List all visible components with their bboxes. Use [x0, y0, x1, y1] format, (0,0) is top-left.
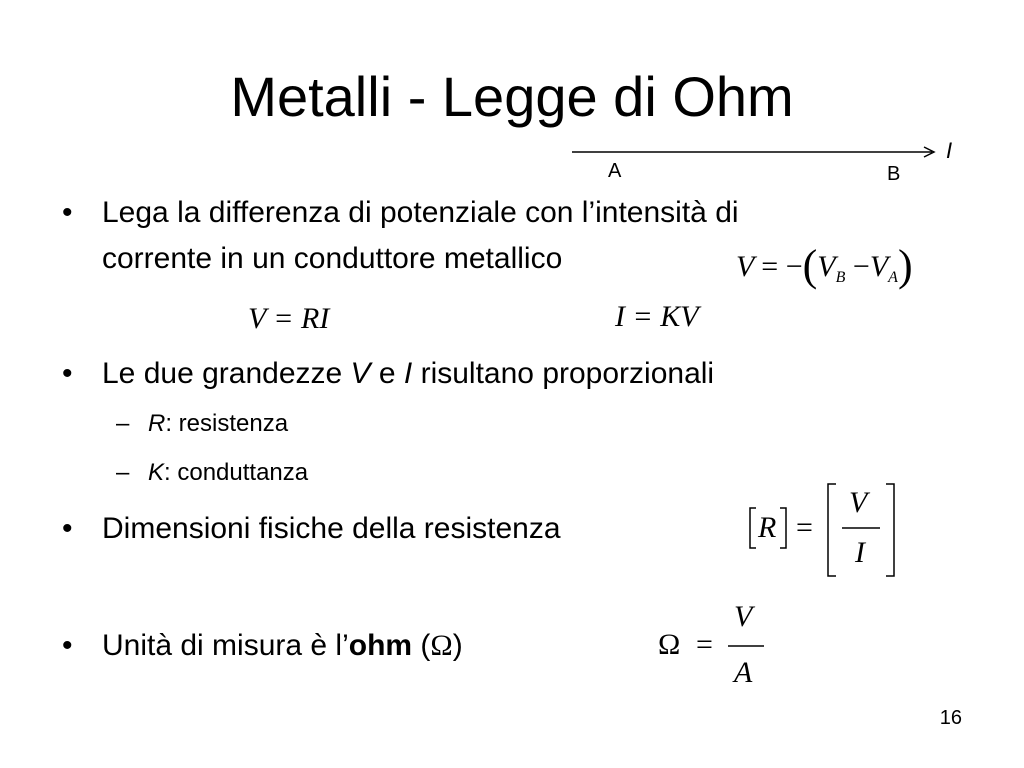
- unit-eq: =: [696, 628, 713, 661]
- unit-lhs: Ω: [658, 628, 681, 661]
- bullet-dot: •: [62, 357, 73, 390]
- bullet-2-text-before: Le due grandezze: [102, 357, 351, 390]
- sub-bullet-dash: –: [116, 459, 130, 486]
- formula-eq: = −: [761, 250, 803, 283]
- ohm-bold: ohm: [348, 629, 413, 662]
- sub-bullet-dash: –: [116, 410, 130, 437]
- formula-lhs: V: [736, 250, 754, 283]
- bullet-2: [62, 351, 982, 397]
- sub-bullet-resistance: [116, 410, 516, 442]
- bullet-2-text-after: risultano proporzionali: [412, 357, 715, 390]
- bullet-1-line-2: corrente in un conduttore metallico: [102, 242, 563, 275]
- potential-difference-formula: [736, 240, 913, 291]
- dimension-num: V: [849, 486, 868, 519]
- dimension-den: I: [855, 536, 865, 569]
- sub-bullet-conductance-text: : conduttanza: [164, 459, 309, 486]
- unit-num: V: [734, 600, 753, 633]
- var-v: V: [350, 357, 371, 390]
- bullet-dot: •: [62, 512, 73, 545]
- var-i: I: [403, 357, 413, 390]
- bullet-1-line-1: Lega la differenza di potenziale con l’intensità di: [102, 196, 739, 229]
- formula-vb: V: [817, 250, 836, 283]
- dimension-eq: =: [796, 511, 813, 544]
- bullet-2-text-mid: e: [370, 357, 404, 390]
- bullet-4-text: Unità di misura è l’: [102, 629, 349, 662]
- unit-den: A: [734, 656, 753, 689]
- sub-bullet-conductance: [116, 459, 516, 491]
- point-a-label: A: [608, 160, 622, 182]
- sub-bullet-resistance-text: : resistenza: [165, 410, 289, 437]
- bullet-2-text: [102, 351, 714, 397]
- formula-va-sub: A: [888, 269, 898, 286]
- close-paren: ): [897, 241, 913, 290]
- point-b-label: B: [887, 163, 901, 185]
- formula-minus: −: [852, 250, 870, 283]
- unit-fraction-bar: [728, 644, 768, 648]
- bullet-4-close: ): [452, 629, 463, 662]
- conductance-formula: I = KV: [615, 300, 699, 333]
- bullet-4-open: (: [412, 629, 431, 662]
- dimension-formula: [744, 480, 904, 580]
- unit-formula: [656, 600, 776, 696]
- formula-vb-sub: B: [835, 269, 846, 286]
- omega-symbol: Ω: [430, 629, 453, 662]
- open-paren: (: [802, 241, 818, 290]
- bullet-dot: •: [62, 196, 73, 229]
- ohm-law-formula: V = RI: [248, 302, 330, 335]
- dimension-lhs: R: [758, 511, 777, 544]
- symbol-k: K: [148, 459, 165, 486]
- page-number: 16: [939, 707, 962, 729]
- symbol-r: R: [148, 410, 166, 437]
- slide-title: Metalli - Legge di Ohm: [230, 65, 794, 128]
- current-label: I: [946, 138, 953, 163]
- formula-va: V: [869, 250, 889, 283]
- bullet-dot: •: [62, 629, 73, 662]
- bullet-4: [62, 623, 662, 669]
- bullet-3: [62, 506, 762, 552]
- bullet-3-text: Dimensioni fisiche della resistenza: [102, 512, 561, 545]
